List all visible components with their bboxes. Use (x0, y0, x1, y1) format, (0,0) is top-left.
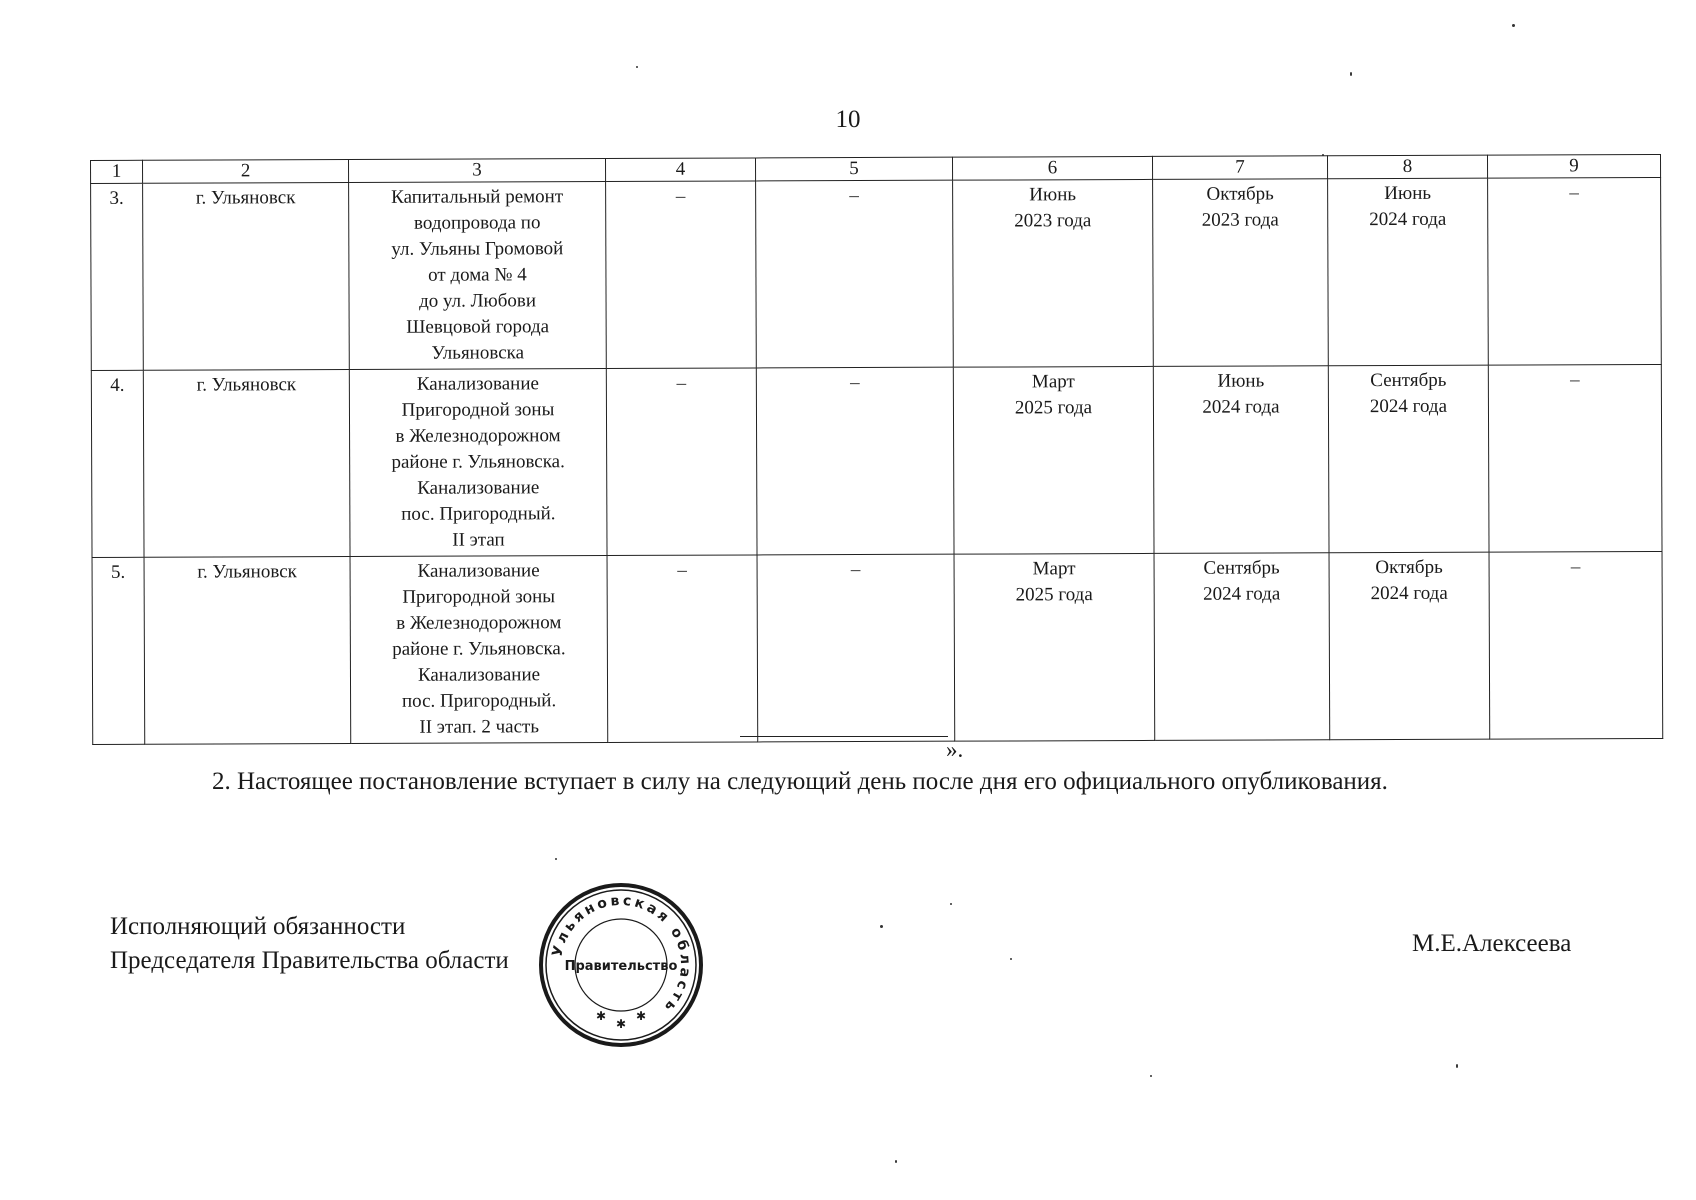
scan-speck (636, 66, 638, 68)
object-line: Канализование (417, 477, 540, 499)
row-object (349, 369, 607, 557)
row-col8-date (1329, 552, 1490, 740)
date-month: Март (1031, 371, 1075, 393)
row-col4-dash: – (607, 555, 758, 743)
closing-quote: ». (946, 737, 964, 762)
object-line: Канализование (416, 373, 539, 395)
row-col8-date (1328, 365, 1489, 553)
date-month: Июнь (1217, 370, 1265, 392)
object-line: II этап. 2 часть (419, 716, 540, 738)
row-col5-dash: – (756, 367, 954, 555)
column-number-header: 3 (349, 159, 606, 183)
date-month: Июнь (1384, 182, 1432, 205)
column-number-header: 8 (1327, 155, 1487, 179)
row-object (350, 556, 608, 744)
row-col9-dash: – (1488, 177, 1662, 365)
object-line: пос. Пригородный. (401, 690, 557, 712)
object-line: Капитальный ремонт (391, 186, 564, 208)
object-line: II этап (452, 529, 505, 551)
date-year: 2024 года (1369, 395, 1448, 418)
object-line: пос. Пригородный. (401, 503, 556, 525)
date-year: 2023 года (1014, 210, 1092, 232)
object-line: в Железнодорожном (396, 612, 562, 634)
column-number-header: 7 (1152, 156, 1327, 180)
scan-speck (1322, 154, 1324, 156)
column-number-header: 1 (91, 160, 143, 183)
object-line: Шевцовой города (406, 316, 550, 338)
row-col9-dash: – (1489, 551, 1663, 739)
date-year: 2024 года (1202, 396, 1280, 418)
scan-speck (880, 925, 883, 928)
row-col5-dash: – (757, 554, 955, 742)
row-col7-date (1154, 553, 1330, 741)
date-year: 2024 года (1370, 582, 1448, 605)
date-month: Октябрь (1375, 556, 1443, 579)
closing-underline (740, 736, 948, 737)
row-col8-date (1328, 178, 1489, 366)
signer-title-line2: Председателя Правительства области (110, 947, 509, 974)
table-row (92, 551, 1663, 744)
row-col4-dash: – (606, 368, 757, 556)
row-col7-date (1153, 179, 1329, 367)
seal-center-text: Правительство (564, 959, 678, 974)
date-month: Март (1032, 558, 1076, 580)
object-line: от дома № 4 (428, 264, 527, 286)
object-line: Канализование (417, 664, 541, 686)
svg-text:Ульяновская область (549, 893, 693, 1017)
scan-speck (1010, 958, 1012, 960)
column-number-header: 5 (755, 157, 952, 181)
column-number-header: 9 (1487, 154, 1660, 178)
official-seal-icon (536, 880, 706, 1050)
object-line: Канализование (417, 560, 540, 582)
row-col6-date (954, 553, 1155, 741)
svg-text:✱: ✱ (616, 1017, 627, 1031)
date-year: 2025 года (1014, 397, 1093, 419)
schedule-table-container (90, 154, 1662, 745)
row-number: 3. (91, 183, 144, 370)
date-month: Июнь (1029, 184, 1077, 206)
signer-title-line1: Исполняющий обязанности (110, 913, 406, 940)
row-col6-date (953, 366, 1154, 554)
object-line: водопровода по (413, 212, 541, 234)
row-col5-dash: – (756, 180, 954, 368)
schedule-table (90, 154, 1663, 745)
object-line: до ул. Любови (419, 290, 537, 312)
table-row (91, 177, 1662, 370)
row-col4-dash: – (606, 181, 757, 369)
scan-speck (1350, 72, 1352, 76)
row-col9-dash: – (1488, 364, 1662, 552)
column-number-header: 6 (952, 156, 1152, 180)
date-month: Сентябрь (1203, 557, 1280, 579)
page-number: 10 (835, 106, 861, 133)
scan-speck (950, 903, 952, 905)
column-number-header: 2 (143, 160, 349, 184)
scan-speck (1456, 1064, 1458, 1068)
scan-speck (555, 858, 557, 860)
object-line: районе г. Ульяновска. (392, 638, 566, 660)
object-line: Ульяновска (431, 342, 525, 364)
scan-speck (1150, 1075, 1152, 1077)
table-row (91, 364, 1662, 557)
date-month: Октябрь (1206, 183, 1274, 205)
row-place: г. Ульяновск (143, 183, 350, 371)
signer-title (110, 910, 509, 978)
scan-speck (1512, 24, 1515, 27)
object-line: в Железнодорожном (395, 425, 561, 447)
date-year: 2025 года (1015, 584, 1093, 606)
date-year: 2024 года (1369, 208, 1447, 231)
row-col6-date (953, 179, 1154, 367)
svg-text:✱: ✱ (596, 1009, 607, 1023)
clause-2: 2. Настоящее постановление вступает в силу на следующий день после дня его официального опубликования. (212, 768, 1388, 795)
signer-name: М.Е.Алексеева (1412, 930, 1572, 957)
row-place: г. Ульяновск (143, 370, 350, 558)
object-line: районе г. Ульяновска. (391, 451, 565, 473)
row-place: г. Ульяновск (144, 557, 351, 745)
date-month: Сентябрь (1370, 369, 1447, 392)
row-number: 5. (92, 557, 145, 744)
date-year: 2023 года (1201, 209, 1279, 231)
date-year: 2024 года (1203, 583, 1281, 605)
scan-speck (895, 1160, 897, 1163)
row-object (349, 182, 607, 370)
object-line: ул. Ульяны Громовой (391, 238, 564, 260)
seal-ring-text: Ульяновская область (549, 892, 694, 1017)
object-line: Пригородной зоны (402, 586, 556, 608)
object-line: Пригородной зоны (401, 399, 555, 421)
row-col7-date (1153, 366, 1329, 554)
row-number: 4. (91, 370, 144, 557)
column-number-header: 4 (605, 158, 755, 182)
svg-text:✱: ✱ (636, 1009, 647, 1023)
